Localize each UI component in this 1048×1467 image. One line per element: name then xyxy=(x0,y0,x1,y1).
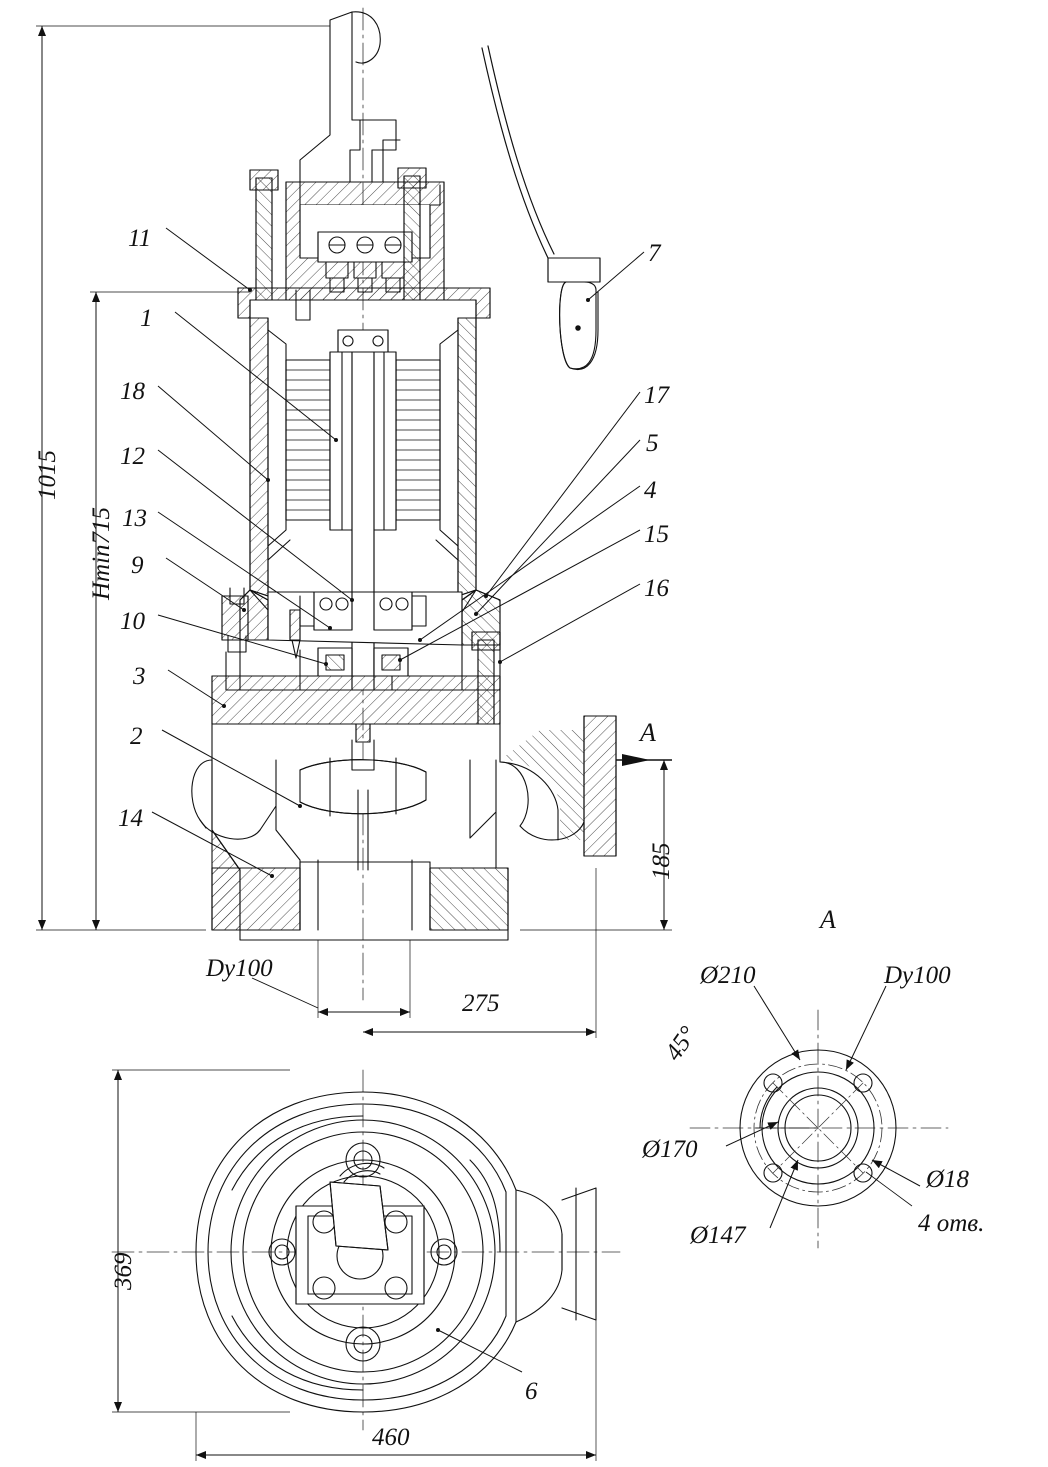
dimension-369: 369 xyxy=(110,1252,137,1290)
dimension-460: 460 xyxy=(372,1424,410,1451)
section-arrow-label-A: A xyxy=(640,718,656,747)
callout-10: 10 xyxy=(120,608,145,635)
callout-18: 18 xyxy=(120,378,145,405)
callout-7: 7 xyxy=(648,240,661,267)
flange-dim-d147: Ø147 xyxy=(690,1222,746,1249)
callout-2: 2 xyxy=(130,723,143,750)
callout-5: 5 xyxy=(646,430,659,457)
callout-3: 3 xyxy=(133,663,146,690)
callout-16: 16 xyxy=(644,575,669,602)
callout-14: 14 xyxy=(118,805,143,832)
flange-dim-d18: Ø18 xyxy=(926,1166,970,1193)
dimension-1015: 1015 xyxy=(34,450,61,500)
callout-9: 9 xyxy=(131,552,144,579)
flange-dim-dy100: Dy100 xyxy=(884,962,951,989)
callout-13: 13 xyxy=(122,505,147,532)
flange-note-4-holes: 4 отв. xyxy=(918,1210,985,1237)
callout-15: 15 xyxy=(644,521,669,548)
detail-view-label-A: A xyxy=(820,905,836,934)
flange-dim-d210: Ø210 xyxy=(700,962,756,989)
dimension-275: 275 xyxy=(462,990,500,1017)
dimension-dy100-inlet: Dy100 xyxy=(206,955,273,982)
flange-dim-45deg: 45° xyxy=(659,1021,703,1066)
callout-6: 6 xyxy=(525,1378,538,1405)
dimension-hmin715: Hmin715 xyxy=(88,506,115,600)
callout-11: 11 xyxy=(128,225,152,252)
flange-dim-d170: Ø170 xyxy=(642,1136,698,1163)
callout-17: 17 xyxy=(644,382,669,409)
callout-1: 1 xyxy=(140,305,153,332)
callout-4: 4 xyxy=(644,477,657,504)
callout-12: 12 xyxy=(120,443,145,470)
dimension-185: 185 xyxy=(648,842,675,880)
